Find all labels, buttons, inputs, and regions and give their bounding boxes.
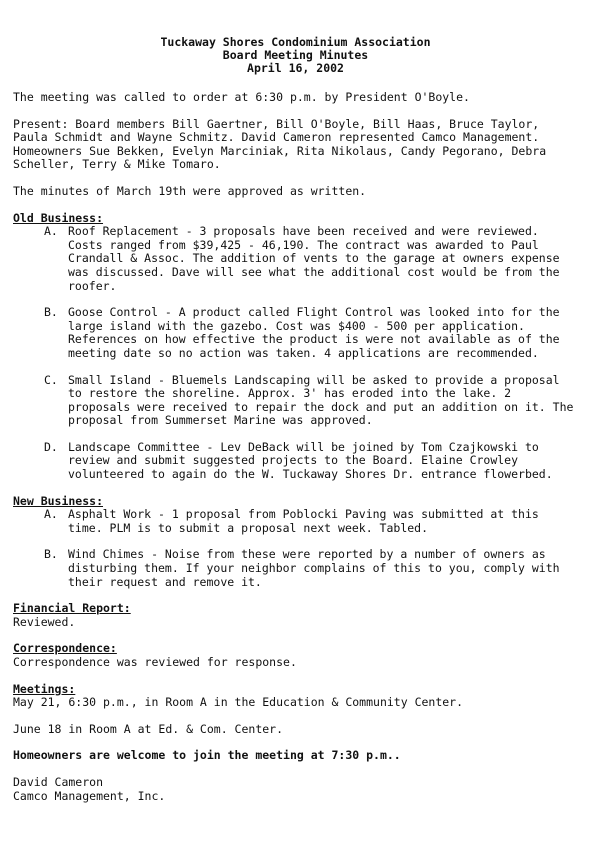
meeting-date-2: June 18 in Room A at Ed. & Com. Center. <box>13 721 284 736</box>
signer-company: Camco Management, Inc. <box>13 788 166 803</box>
meetings-title: Meetings: <box>13 681 76 696</box>
item-text: Small Island - Bluemels Landscaping will be asked to provide a proposal to restore the shoreline. Approx. 3' has eroded into the lake. 2 proposals were received to repair the dock and put an addition on it. The proposal from Summerset Marine was approved. <box>68 372 574 428</box>
new-business-section <box>13 495 578 590</box>
item-text: Goose Control - A product called Flight Control was looked into for the large island with the gazebo. Cost was $400 - 500 per application. References on how effective the product is were not available as of the meeting date so no action was taken. 4 applications are recommended. <box>68 305 560 360</box>
financial-text: Reviewed. <box>13 614 76 629</box>
item-letter: A. <box>44 224 58 239</box>
item-text: Wind Chimes - Noise from these were reported by a number of owners as disturbing them. If your neighbor complains of this to you, comply with their request and remove it. <box>68 547 560 589</box>
association-name: Tuckaway Shores Condominium Association <box>160 35 431 49</box>
signer-name: David Cameron <box>13 774 104 789</box>
signature-block <box>13 776 578 803</box>
item-letter: B. <box>44 547 58 562</box>
document-type: Board Meeting Minutes <box>222 48 369 62</box>
old-business-item <box>13 225 578 293</box>
new-business-item <box>13 508 578 535</box>
item-text: Asphalt Work - 1 proposal from Poblocki Paving was submitted at this time. PLM is to submit a proposal next week. Tabled. <box>68 507 539 535</box>
item-text: Roof Replacement - 3 proposals have been received and were reviewed. Costs ranged from $39,425 - 46,190. The contract was awarded to Paul Crandall & Assoc. The addition of vents to the garage at owners expense was discussed. Dave will see what the additional cost would be from the roofer. <box>68 224 560 293</box>
homeowners-welcome: Homeowners are welcome to join the meeting at 7:30 p.m.. <box>13 748 401 763</box>
attendance: Present: Board members Bill Gaertner, Bill O'Boyle, Bill Haas, Bruce Taylor, Paula Schmidt and Wayne Schmitz. David Cameron represented Camco Management. Homeowners Sue Bekken, Evelyn Marciniak, Rita Nikolaus, Candy Pegorano, Debra Scheller, Terry & Mike Tomaro. <box>13 116 547 172</box>
minutes-approval: The minutes of March 19th were approved as written. <box>13 183 367 198</box>
meetings-section <box>13 683 578 763</box>
meeting-date-1: May 21, 6:30 p.m., in Room A in the Education & Community Center. <box>13 695 464 710</box>
item-letter: D. <box>44 439 58 454</box>
new-business-item <box>13 548 578 589</box>
document-title <box>13 36 578 75</box>
old-business-title: Old Business: <box>13 210 104 225</box>
old-business-section <box>13 212 578 482</box>
correspondence-section <box>13 642 578 669</box>
old-business-item <box>13 306 578 360</box>
item-letter: C. <box>44 372 58 387</box>
item-letter: A. <box>44 507 58 522</box>
old-business-item <box>13 441 578 482</box>
financial-section <box>13 602 578 629</box>
correspondence-text: Correspondence was reviewed for response. <box>13 655 297 669</box>
new-business-title: New Business: <box>13 493 104 508</box>
old-business-item <box>13 374 578 428</box>
financial-title: Financial Report: <box>13 601 131 616</box>
item-text: Landscape Committee - Lev DeBack will be joined by Tom Czajkowski to review and submit suggested projects to the Board. Elaine Crowley volunteered to again do the W. Tuckaway Shores Dr. entrance flowerbed. <box>68 439 553 482</box>
meeting-date: April 16, 2002 <box>247 61 344 75</box>
call-to-order: The meeting was called to order at 6:30 p.m. by President O'Boyle. <box>13 90 470 104</box>
correspondence-title: Correspondence: <box>13 641 117 656</box>
item-letter: B. <box>44 305 58 320</box>
